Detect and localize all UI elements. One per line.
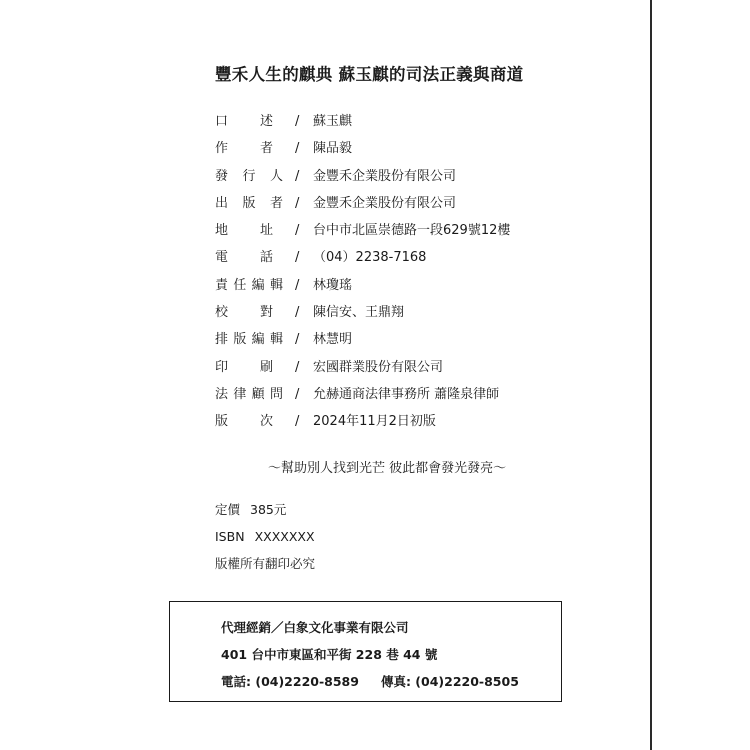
- credit-label: 出版者: [215, 195, 283, 211]
- credit-separator: /: [295, 114, 300, 129]
- credit-row-narrator: [215, 108, 353, 135]
- credit-value: 允赫通商法律事務所 蕭隆泉律師: [313, 386, 500, 402]
- credit-row-publisher-person: [215, 163, 457, 190]
- credit-label: 法律顧問: [215, 386, 283, 402]
- price-line: [215, 496, 315, 523]
- distributor-name: 代理經銷／白象文化事業有限公司: [221, 620, 409, 635]
- credit-separator: /: [295, 141, 300, 157]
- credit-separator: /: [295, 277, 300, 293]
- credit-row-layout-editor: [215, 326, 353, 353]
- motto: ～幫助別人找到光芒 彼此都會發光發亮～: [268, 461, 507, 476]
- credit-row-publisher: [215, 190, 457, 217]
- credit-row-proofreader: [215, 299, 405, 326]
- credit-value: 林慧明: [313, 332, 353, 348]
- credit-label: 發行人: [215, 168, 283, 184]
- credit-row-printer: [215, 354, 444, 381]
- credit-value: 金豐禾企業股份有限公司: [313, 195, 457, 211]
- credit-value: 台中市北區崇德路一段629號12樓: [313, 223, 511, 239]
- credit-label: 責任編輯: [215, 277, 283, 293]
- distributor-contact: [221, 672, 519, 690]
- credit-separator: /: [295, 332, 300, 348]
- credit-label: 口述: [215, 114, 273, 129]
- credit-label: 地址: [215, 223, 273, 239]
- credit-row-phone: [215, 244, 427, 271]
- price-value: 385元: [250, 502, 287, 517]
- credit-row-address: [215, 217, 511, 244]
- credit-label: 校對: [215, 305, 273, 321]
- credit-label: 印刷: [215, 359, 273, 375]
- credit-value: 2024年11月2日初版: [313, 414, 436, 430]
- credit-separator: /: [295, 223, 300, 239]
- credit-separator: /: [295, 305, 300, 321]
- credit-separator: /: [295, 359, 300, 375]
- price-label: 定價: [215, 502, 241, 517]
- credit-label: 版次: [215, 414, 273, 430]
- credit-row-legal-counsel: [215, 381, 500, 408]
- credit-value: 宏國群業股份有限公司: [313, 359, 444, 375]
- copyright-notice: 版權所有翻印必究: [215, 556, 316, 571]
- credit-value: （04）2238-7168: [313, 250, 427, 266]
- credit-separator: /: [295, 414, 300, 430]
- book-title: 豐禾人生的麒典 蘇玉麒的司法正義與商道: [215, 65, 524, 84]
- isbn-line: [215, 523, 315, 550]
- isbn-value: XXXXXXX: [254, 529, 315, 544]
- distributor-phone: 電話: (04)2220-8589: [221, 674, 359, 689]
- distributor-box: [169, 601, 562, 702]
- credit-label: 排版編輯: [215, 332, 283, 348]
- credits-list: [215, 108, 511, 436]
- distributor-address: 401 台中市東區和平街 228 巷 44 號: [221, 647, 438, 662]
- page-edge-divider: [650, 0, 652, 750]
- credit-value: 金豐禾企業股份有限公司: [313, 168, 457, 184]
- distributor-fax: 傳真: (04)2220-8505: [380, 674, 519, 689]
- credit-row-edition: [215, 408, 436, 435]
- credit-value: 陳品毅: [313, 141, 353, 157]
- credit-value: 林瓊瑤: [313, 277, 353, 293]
- credit-value: 蘇玉麒: [313, 114, 353, 129]
- credit-label: 電話: [215, 250, 273, 266]
- credit-separator: /: [295, 386, 300, 402]
- credit-label: 作者: [215, 141, 273, 157]
- isbn-label: ISBN: [215, 529, 245, 544]
- credit-separator: /: [295, 250, 300, 266]
- credit-row-editor: [215, 272, 353, 299]
- credit-row-author: [215, 135, 353, 162]
- publication-details: [215, 496, 315, 577]
- credit-value: 陳信安、王鼎翔: [313, 305, 405, 321]
- credit-separator: /: [295, 195, 300, 211]
- credit-separator: /: [295, 168, 300, 184]
